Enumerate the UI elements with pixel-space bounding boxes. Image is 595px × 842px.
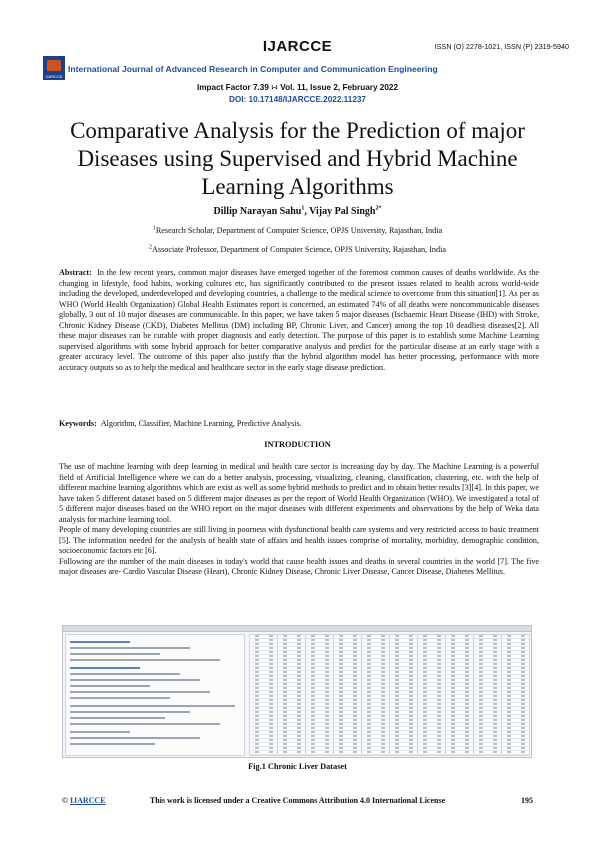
figure-table-cells [250,635,529,755]
author-2-sup: 2* [375,205,382,212]
section-heading-introduction: INTRODUCTION [264,440,331,449]
keywords-label: Keywords: [59,419,97,428]
ijarcce-logo-icon [43,56,65,80]
figure-data-table [249,634,530,756]
issn-text: ISSN (O) 2278-1021, ISSN (P) 2319-5940 [434,42,569,51]
footer-license: This work is licensed under a Creative Commons Attribution 4.0 International License [149,796,446,805]
logo-wordmark: IJARCCE [45,74,63,79]
paper-title: Comparative Analysis for the Prediction of major Diseases using Supervised and Hybrid Machine Learning Algorithms [70,118,525,199]
footer-ijarcce-link[interactable]: IJARCCE [69,796,106,805]
affiliation-1-text: Research Scholar, Department of Computer Science, OPJS University, Rajasthan, India [155,226,443,235]
intro-paragraph-3: Following are the number of the main diseases in today's world that cause health issues and deaths in several countries in the world [7]. The five major diseases are- Cardio Vascular Disease (Heart), Chronic Kidney Disease, Chronic Liver Disease, Cancer Disease, Diabetes Mellitus. [59,556,539,576]
author-2: Vijay Pal Singh [309,206,376,217]
copyright-symbol: © [62,796,68,805]
author-1-sup: 1 [301,205,305,212]
abstract-label: Abstract: [59,268,92,277]
affiliation-1-sup: 1 [152,225,156,232]
page-number: 195 [521,796,533,805]
affiliation-2 [0,245,595,254]
abstract [59,268,539,373]
intro-paragraph-1: The use of machine learning with deep learning in medical and health care sector is increasing day by day. The Machine Learning is a powerful field of Artificial Intelligence where we can do a better analysis, processing, visualizing, cleaning, classification, clustering, etc. with the help of different machine learning algorithms which are exist as well as some hybrid methods to predict and to obtain better results [3][4]. In this paper, we have taken 5 different dataset based on 5 different major diseases as per the report of World Health Organization (WHO). We investigated a total of 5 different major diseases based on the WHO report on the major diseases with different experiments and observations by the help of Weka data analysis for machine learning tool. [59,462,539,524]
authors-line [0,206,595,217]
figure-dataset-screenshot [62,625,532,758]
journal-name: IJARCCE [262,38,333,55]
journal-full-name: International Journal of Advanced Research in Computer and Communication Engineering [68,64,438,74]
intro-paragraph-2: People of many developing countries are still living in poorness with dysfunctional health care systems and very restricted access to basic treatment [5]. The information needed for the analysis of health state of affairs and health issues comprise of mortality, morbidity, demographic condition, socioeconomic factors etc [6]. [59,525,539,555]
introduction-body [59,462,539,578]
impact-factor-line: Impact Factor 7.39 ∺ Vol. 11, Issue 2, February 2022 [196,83,399,92]
keywords-text: Algorithm, Classifier, Machine Learning, Predictive Analysis. [100,419,302,428]
abstract-text: In the few recent years, common major diseases have emerged together of the foremost common causes of deaths worldwide. As the changing in lifestyle, food habits, working cultures etc, has significantly contributed to the present issues related to health across world-wide including the developed, underdeveloped and developing countries, a challenge to the medical science to overcome from this situation[1]. As per as WHO (World Health Organization) Global Health Estimates report is concerned, an estimated 74% of all deaths were noncommunicable diseases globally, 3 out of 10 major diseases are communicable. In this paper, we have taken 5 major diseases (Ischaemic Heart Disease (IHD) with Stroke, Chronic Kidney Disease (CKD), Diabetes Mellitus (DM) including BP, Chronic Liver, and Cancer) among the top 10 deadliest diseases[2]. All these major diseases can be curable with proper diagnosis and early detection. The purpose of this paper is to establish some Machine Learning supervised algorithms with some hybrid approach for better comparative analysis and predict for the particular disease at an early stage with a greater accuracy level. The outcome of this paper also justify that the hybrid algorithm model has better processing, performance with more accuracy outputs so as to help the medical and healthcare sector in the early stage disease prediction. [59,268,539,372]
logo-emblem [47,60,61,71]
affiliation-2-text: Associate Professor, Department of Computer Science, OPJS University, Rajasthan, India [151,245,447,254]
author-1: Dillip Narayan Sahu [213,206,302,217]
figure-explorer-panel [65,634,245,756]
figure-caption: Fig.1 Chronic Liver Dataset [248,762,347,771]
affiliation-1 [0,226,595,235]
affiliation-2-sup: 2 [148,244,152,251]
author-separator: , [304,206,310,217]
doi-link[interactable]: DOI: 10.17148/IJARCCE.2022.11237 [228,95,366,104]
figure-window-titlebar [63,626,531,632]
keywords [59,419,539,428]
